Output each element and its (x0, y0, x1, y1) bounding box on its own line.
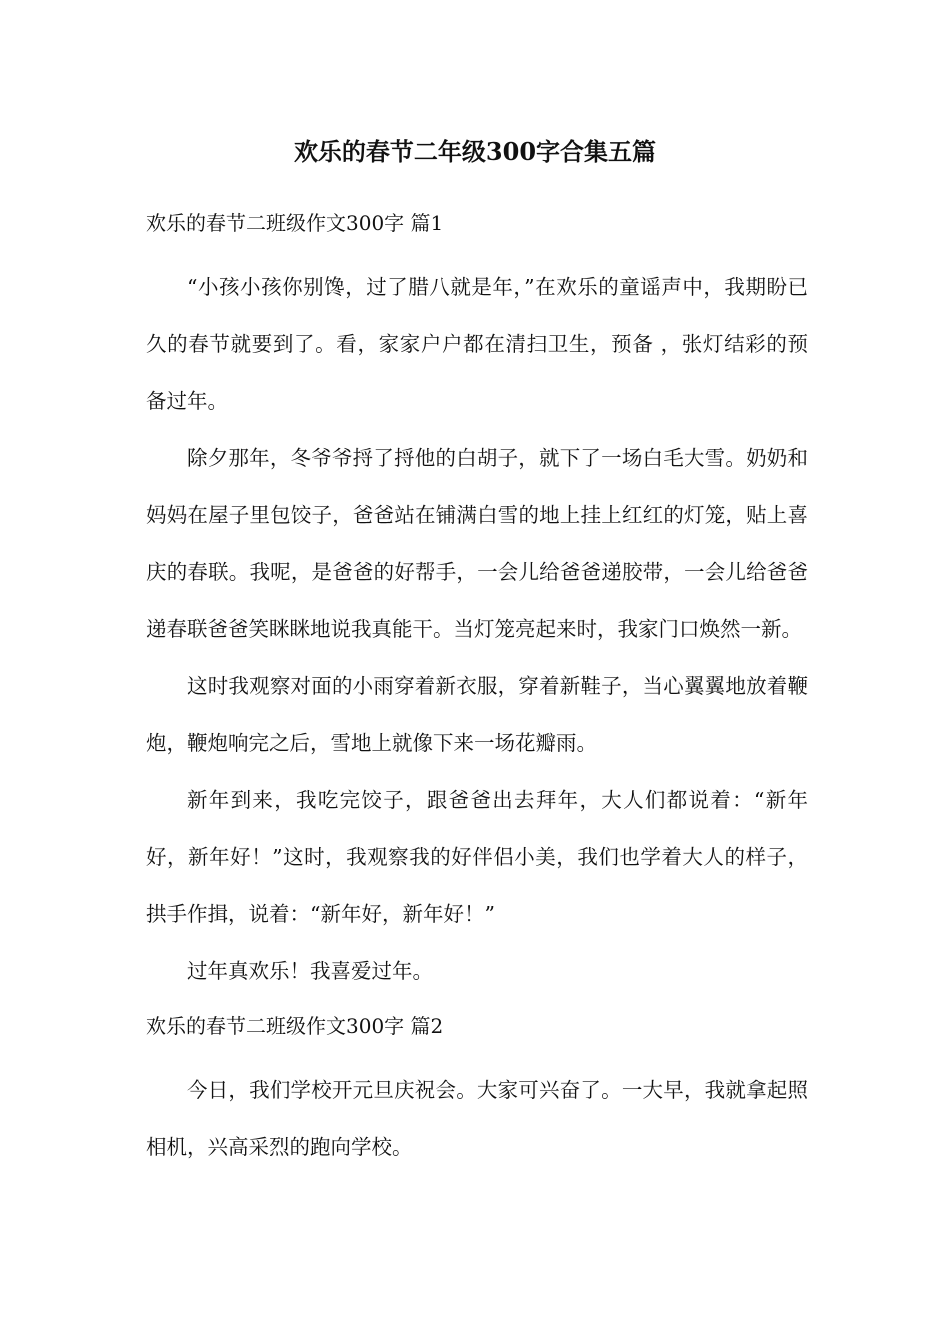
paragraph: “小孩小孩你别馋，过了腊八就是年，”在欢乐的童谣声中，我期盼已久的春节就要到了。看，家家户户都在清扫卫生，预备 ，张灯结彩的预备过年。 (146, 275, 808, 413)
paragraph: 今日，我们学校开元旦庆祝会。大家可兴奋了。一大早，我就拿起照相机，兴高采烈的跑向学校。 (146, 1078, 808, 1159)
paragraph: 除夕那年，冬爷爷捋了捋他的白胡子，就下了一场白毛大雪。奶奶和妈妈在屋子里包饺子，爸爸站在铺满白雪的地上挂上红红的灯笼，贴上喜庆的春联。我呢，是爸爸的好帮手，一会儿给爸爸递胶带，一会儿给爸爸递春联爸爸笑眯眯地说我真能干。当灯笼亮起来时，我家门口焕然一新。 (146, 446, 808, 641)
section-2 (146, 1004, 808, 1176)
paragraph: 新年到来，我吃完饺子，跟爸爸出去拜年，大人们都说着：“新年好，新年好！”这时，我观察我的好伴侣小美，我们也学着大人的样子，拱手作揖，说着：“新年好，新年好！” (146, 788, 808, 926)
paragraph: 过年真欢乐！我喜爱过年。 (187, 959, 433, 983)
document-title: 欢乐的春节二年级300字合集五篇 (293, 137, 657, 166)
section-1 (146, 201, 808, 1000)
paragraph: 这时我观察对面的小雨穿着新衣服，穿着新鞋子，当心翼翼地放着鞭炮，鞭炮响完之后，雪地上就像下来一场花瓣雨。 (146, 674, 808, 755)
document-body (146, 201, 808, 1176)
section-heading: 欢乐的春节二班级作文300字 篇1 (146, 211, 444, 235)
section-heading: 欢乐的春节二班级作文300字 篇2 (146, 1014, 444, 1038)
